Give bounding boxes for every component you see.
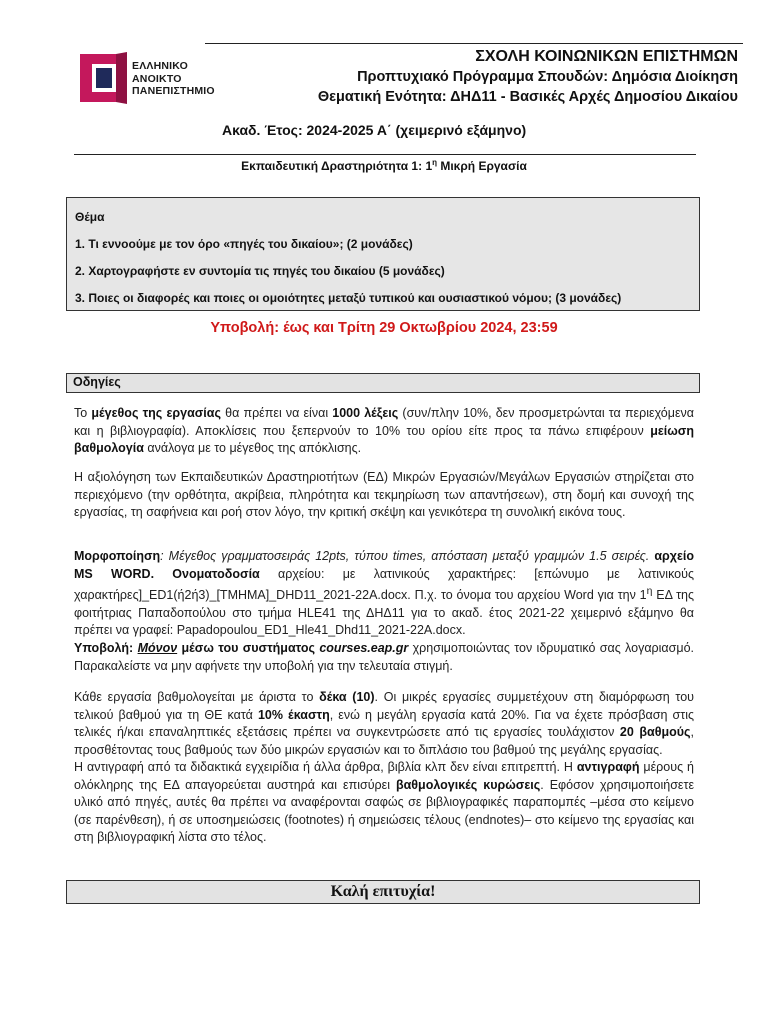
courses-link[interactable]: courses.eap.gr [319,641,409,655]
academic-year: Ακαδ. Έτος: 2024-2025 Α΄ (χειμερινό εξάμηνο) [222,122,527,138]
instructions-paragraph-formatting: Μορφοποίηση: Μέγεθος γραμματοσειράς 12pts, τύπου times, απόσταση μεταξύ γραμμών 1.5 σειρές. αρχείο MS WORD. Ονοματοδοσία αρχείου: με λατινικούς χαρακτήρες: [επώνυμο με λατινικούς χαρακτήρες]_ED1(ή2ή3)_[TMHMA]_DHD11_2021-22A.docx. Π.χ. το όνομα του αρχείου Word για την $1^\eta$ ΕΔ της φοιτήτριας Παπαδοπούλου στο τμήμα HLE41 της ΔΗΔ11 για το ακαδ. έτος 2021-22 χειμερινό εξάμηνο θα πρέπει να γραφεί: Papadopoulou_ED1_Hle41_Dhd11_2021-22A.docx. [74,549,694,638]
logo-line-2: ΑΝΟΙΚΤΟ [132,72,182,85]
unit-name: Θεματική Ενότητα: ΔΗΔ11 - Βασικές Αρχές Δημοσίου Δικαίου [317,89,738,105]
logo-text [132,60,215,98]
question-3: 3. Ποιες οι διαφορές και ποιες οι ομοιότητες μεταξύ τυπικού και ουσιαστικού νόμου; (3 μονάδες) [75,291,622,305]
instructions-paragraph-submission: Υποβολή: Μόνον μέσω του συστήματος courses.eap.gr χρησιμοποιώντας τον ιδρυματικό σας λογαριασμό. Παρακαλείστε να μην αφήνετε την υποβολή για την τελευταία στιγμή. [74,641,695,673]
top-rule [205,43,743,44]
submission-deadline: Υποβολή: έως και Τρίτη 29 Οκτωβρίου 2024, 23:59 [210,320,558,336]
header-block [318,46,738,107]
instructions-heading: Οδηγίες [66,373,700,393]
activity-title-prefix: Εκπαιδευτική Δραστηριότητα 1: 1 [241,159,433,173]
theme-box [66,197,700,311]
program-name: Προπτυχιακό Πρόγραμμα Σπουδών: Δημόσια Διοίκηση [357,69,738,85]
instructions-paragraph-grading: Κάθε εργασία βαθμολογείται με άριστα το δέκα (10). Οι μικρές εργασίες συμμετέχουν στη διαμόρφωση του τελικού βαθμού για τη ΘΕ κατά 10% έκαστη, ενώ η μεγάλη εργασία κατά 20%. Για να έχετε πρόσβαση στις τελικές ή/και επαναληπτικές εξετάσεις πρέπει να συγκεντρώσετε από τις εργασίες τουλάχιστον 20 βαθμούς, προσθέτοντας τους βαθμούς των δύο μικρών εργασιών και το διπλάσιο του βαθμού της μεγάλης εργασίας. Η αντιγραφή από τα διδακτικά εγχειρίδια ή άλλα άρθρα, βιβλία κλπ δεν είναι επιτρεπτή. Η αντιγραφή μέρους ή ολόκληρης της ΕΔ απαγορεύεται αυστηρά και επισύρει βαθμολογικές κυρώσεις. Εφόσον χρησιμοποιήσετε υλικό από πηγές, αυτές θα πρέπει να αναφέρονται σαφώς σε βιβλιογραφικές παραπομπές –μέσα στο κείμενο (σε παρένθεση), ή σε υποσημειώσεις (footnotes) ή σημειώσεις τέλους (endnotes)– στο κείμενο της εργασίας και στη βιβλιογραφική λίστα στο τέλος. [74,690,695,844]
question-2: 2. Χαρτογραφήστε εν συντομία τις πηγές του δικαίου (5 μονάδες) [75,264,445,278]
activity-title [0,158,768,173]
theme-label: Θέμα [75,210,105,224]
activity-title-sup: η [432,158,438,167]
instructions-paragraph-length: Το μέγεθος της εργασίας θα πρέπει να είναι 1000 λέξεις (συν/πλην 10%, δεν προσμετρώνται τα περιεχόμενα και η βιβλιογραφία). Αποκλίσεις που ξεπερνούν το 10% του ορίου είτε προς τα πάνω επιφέρουν μείωση βαθμολογία ανάλογα με το μέγεθος της απόκλισης. [74,406,695,455]
header-divider [74,154,696,155]
closing-box: Καλή επιτυχία! [66,880,700,904]
university-logo [80,52,230,108]
activity-title-suffix: Μικρή Εργασία [437,159,527,173]
school-name: ΣΧΟΛΗ ΚΟΙΝΩΝΙΚΩΝ ΕΠΙΣΤΗΜΩΝ [475,48,738,65]
question-1: 1. Τι εννοούμε με τον όρο «πηγές του δικαίου»; (2 μονάδες) [75,237,413,251]
eap-logo-icon [80,52,127,104]
logo-line-1: ΕΛΛΗΝΙΚΟ [132,60,188,72]
instructions-paragraph-evaluation: Η αξιολόγηση των Εκπαιδευτικών Δραστηριοτήτων (ΕΔ) Μικρών Εργασιών/Μεγάλων Εργασιών στηρίζεται στο περιεχόμενο (την ορθότητα, ακρίβεια, πληρότητα και τεκμηρίωση των απαντήσεων), στη δομή και συνοχή της εργασίας, τη σαφήνεια και ροή στον λόγο, την κριτική σκέψη και γενικότερα τη συνολική εικόνα τους. [74,470,694,519]
logo-line-3: ΠΑΝΕΠΙΣΤΗΜΙΟ [132,85,215,97]
